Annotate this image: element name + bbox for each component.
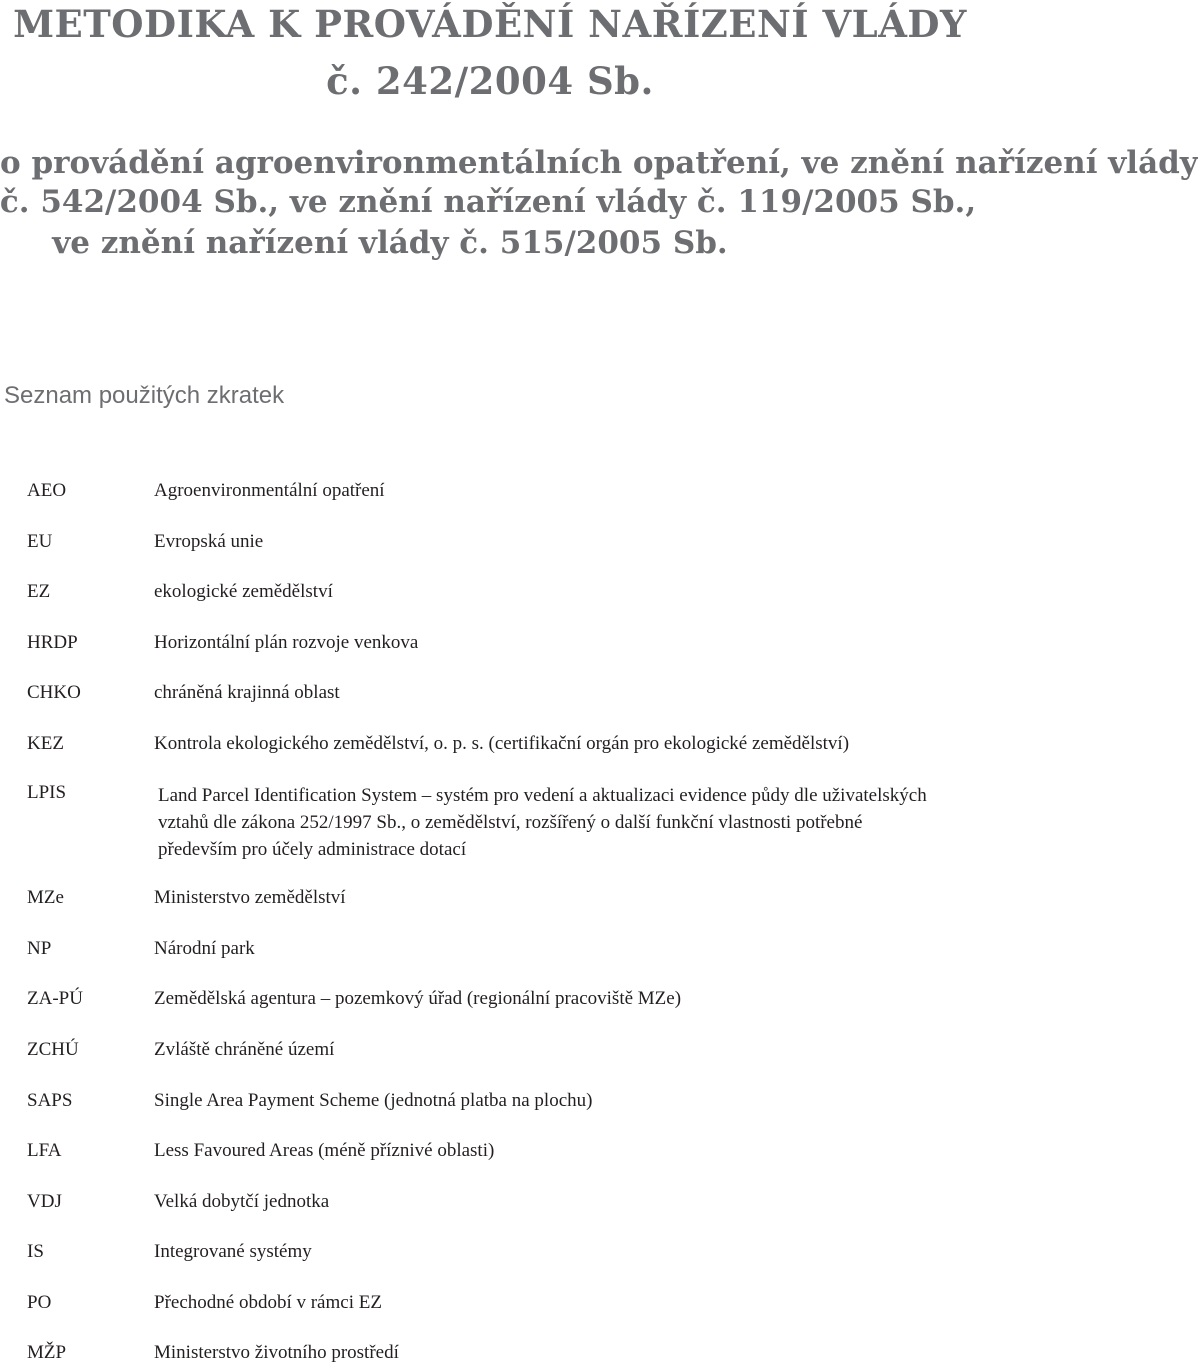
document-title-line-1: METODIKA K PROVÁDĚNÍ NAŘÍZENÍ VLÁDY (13, 2, 967, 46)
abbreviation-meaning: Agroenvironmentální opatření (154, 480, 385, 501)
abbreviation-code: HRDP (27, 632, 78, 653)
abbreviation-code: AEO (27, 480, 67, 501)
abbreviation-meaning: Horizontální plán rozvoje venkova (154, 632, 419, 653)
abbreviation-code: CHKO (27, 682, 81, 703)
abbreviation-meaning: Velká dobytčí jednotka (154, 1191, 330, 1212)
document-subtitle-line-3: ve znění nařízení vlády č. 515/2005 Sb. (52, 225, 728, 261)
abbreviation-code: MZe (27, 887, 64, 908)
abbreviation-meaning: Less Favoured Areas (méně příznivé oblasti) (154, 1140, 495, 1161)
abbreviation-meaning: ekologické zemědělství (154, 581, 333, 602)
abbreviation-code: ZCHÚ (27, 1039, 79, 1060)
abbreviation-code: NP (27, 938, 52, 959)
abbreviation-code: SAPS (27, 1090, 73, 1111)
abbreviation-code: LPIS (27, 782, 67, 803)
abbreviation-meaning: Zemědělská agentura – pozemkový úřad (regionální pracoviště MZe) (154, 988, 682, 1009)
abbreviation-code: KEZ (27, 733, 64, 754)
abbreviation-meaning: Zvláště chráněné území (154, 1039, 335, 1060)
abbreviation-meaning: Ministerstvo životního prostředí (154, 1342, 399, 1363)
abbreviation-code: PO (27, 1292, 52, 1313)
abbreviation-meaning: chráněná krajinná oblast (154, 682, 340, 703)
document-subtitle-line-1: o provádění agroenvironmentálních opatření, ve znění nařízení vlády (0, 145, 1198, 181)
abbreviation-meaning: Integrované systémy (154, 1241, 312, 1262)
abbreviation-meaning: Kontrola ekologického zemědělství, o. p. s. (certifikační orgán pro ekologické zemědělství) (154, 733, 850, 754)
abbreviation-code: IS (27, 1241, 44, 1262)
abbreviation-code: LFA (27, 1140, 62, 1161)
document-subtitle-line-2: č. 542/2004 Sb., ve znění nařízení vlády č. 119/2005 Sb., (0, 184, 977, 220)
abbreviation-code: MŽP (27, 1342, 67, 1363)
abbreviation-code: EZ (27, 581, 51, 602)
section-heading: Seznam použitých zkratek (4, 382, 285, 409)
abbreviation-meaning: Land Parcel Identification System – systém pro vedení a aktualizaci evidence půdy dle uživatelských vztahů dle zákona 252/1997 Sb., o zemědělství, rozšířený o další funkční vlastnosti potřebné především pro účely administrace dotací (158, 785, 927, 860)
abbreviation-code: VDJ (27, 1191, 62, 1212)
document-title-line-2: č. 242/2004 Sb. (326, 59, 654, 103)
abbreviation-code: ZA-PÚ (27, 988, 83, 1009)
abbreviation-meaning: Evropská unie (154, 531, 264, 552)
abbreviation-meaning: Národní park (154, 938, 255, 959)
abbreviation-code: EU (27, 531, 53, 552)
abbreviation-meaning: Single Area Payment Scheme (jednotná platba na plochu) (154, 1090, 593, 1111)
abbreviation-meaning: Ministerstvo zemědělství (154, 887, 346, 908)
abbreviation-meaning: Přechodné období v rámci EZ (154, 1292, 382, 1313)
